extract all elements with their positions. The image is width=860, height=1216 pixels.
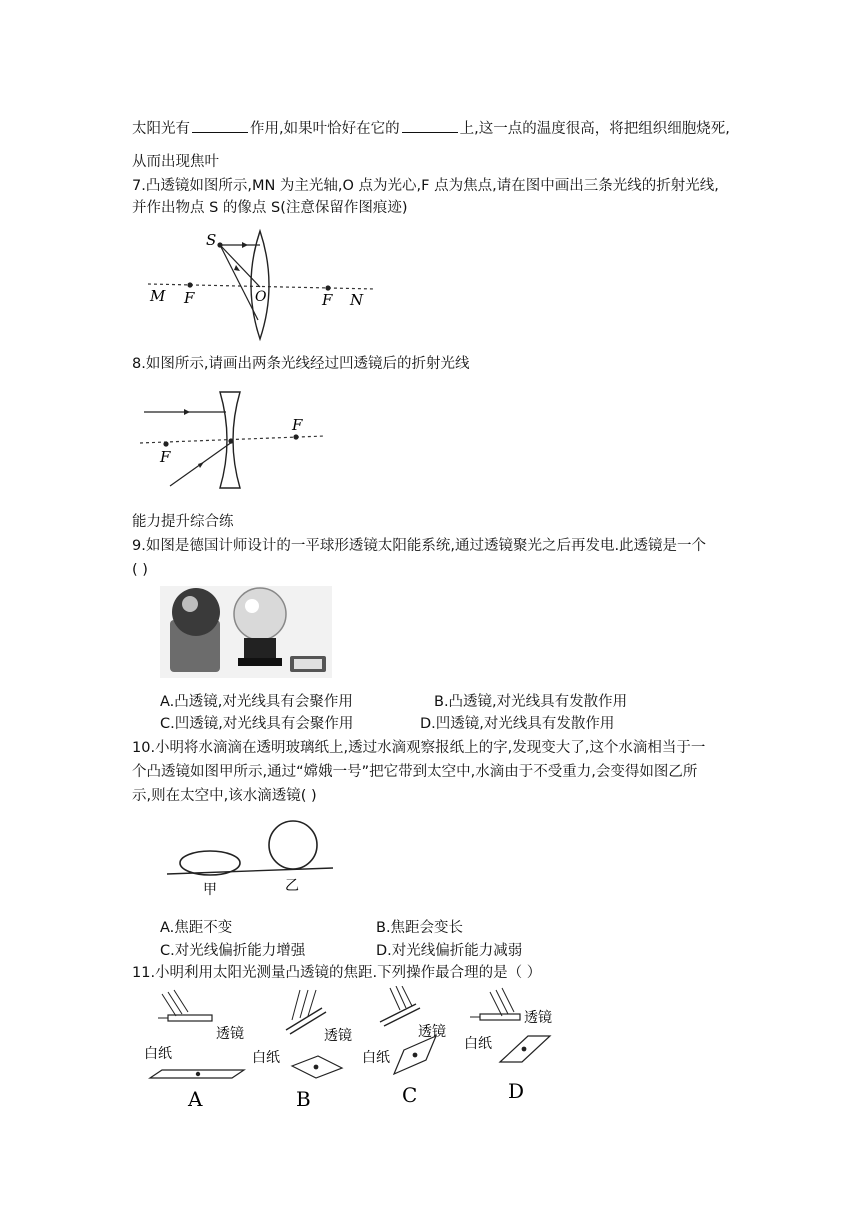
label-jia: 甲 [203,882,217,898]
label-f-left: F [184,289,195,307]
panel-d-paper-label: 白纸 [464,1036,492,1052]
panel-b [252,990,352,1110]
panel-d-lens-label: 透镜 [524,1010,552,1026]
label-f-right: F [322,291,333,309]
label-o: O [255,289,267,305]
panel-d [464,988,552,1103]
label-m: M [150,287,166,305]
q6-text-part3: 上,这一点的温度很高，将把组织细胞烧死, [459,121,730,137]
panel-a-paper-label: 白纸 [144,1046,172,1062]
q9-option-b[interactable]: B.凸透镜,对光线具有发散作用 [434,694,628,710]
q8-line-1: 8.如图所示,请画出两条光线经过凹透镜后的折射光线 [132,356,470,372]
q9-option-c[interactable]: C.凹透镜,对光线具有会聚作用 [160,716,354,732]
ray-arrow-1 [242,242,248,248]
q10-line-2: 个凸透镜如图甲所示,通过“嫦娥一号”把它带到太空中,水滴由于不受重力,会变得如图乙所 [132,764,698,780]
convex-lens-shape [251,231,269,339]
ray-arrow-1 [184,409,190,415]
panel-b-letter[interactable]: B [296,1087,311,1110]
focal-length-options-diagram [140,986,570,1110]
focus-point-left [187,282,192,287]
concave-lens-diagram [140,388,330,498]
solar-lens-photo [160,586,332,678]
panel-b-paper-label: 白纸 [252,1050,280,1066]
panel-d-letter[interactable]: D [508,1079,525,1103]
water-drop-jia [180,851,240,875]
q7-line-1: 7.凸透镜如图所示,MN 为主光轴,O 点为光心,F 点为焦点,请在图中画出三条光线的折射光线, [132,178,719,194]
panel-c-lens-label: 透镜 [418,1024,446,1040]
q6-line-2: 从而出现焦叶 [132,154,219,170]
q9-line-1: 9.如图是德国计师设计的一平球形透镜太阳能系统,通过透镜聚光之后再发电.此透镜是一个 [132,538,707,554]
q11-line-1: 11.小明利用太阳光测量凸透镜的焦距.下列操作最合理的是（ ） [132,965,542,981]
q6-blank-1 [192,118,248,133]
water-drop-diagram [165,812,345,898]
q10-option-b[interactable]: B.焦距会变长 [376,920,464,936]
q9-line-2: ( ) [132,562,148,578]
label-f-left: F [160,448,171,466]
q10-option-d[interactable]: D.对光线偏折能力减弱 [376,943,523,959]
section-title: 能力提升综合练 [132,514,234,530]
panel-a-lens-label: 透镜 [216,1026,244,1042]
q10-option-a[interactable]: A.焦距不变 [160,920,233,936]
q10-line-1: 10.小明将水滴滴在透明玻璃纸上,透过水滴观察报纸上的字,发现变大了,这个水滴相当于一 [132,740,706,756]
q6-line-1 [132,118,730,139]
label-s: S [206,231,217,249]
q6-text-part1: 太阳光有 [132,121,190,137]
label-n: N [350,291,364,309]
q9-option-d[interactable]: D.凹透镜,对光线具有发散作用 [420,716,615,732]
panel-a-letter[interactable]: A [188,1087,203,1110]
q10-option-c[interactable]: C.对光线偏折能力增强 [160,943,306,959]
optical-center [228,438,233,443]
ray-through-focus [220,245,258,320]
q6-blank-2 [402,118,458,133]
convex-lens-diagram [140,225,380,345]
q7-line-2: 并作出物点 S 的像点 S(注意保留作图痕迹) [132,200,408,216]
water-drop-yi [269,821,317,869]
panel-c-paper-label: 白纸 [362,1050,390,1066]
object-point-s [217,242,222,247]
focus-point-left [163,441,168,446]
panel-b-lens-label: 透镜 [324,1028,352,1044]
solar-lens-photo-drawing [160,586,332,678]
focus-point-right [325,285,330,290]
ray-arrow-2 [198,462,204,468]
label-yi: 乙 [285,878,299,894]
q10-line-3: 示,则在太空中,该水滴透镜( ) [132,788,317,804]
q6-text-part2: 作用,如果叶恰好在它的 [250,121,400,137]
panel-c [362,986,446,1107]
panel-a [144,990,244,1110]
focus-point-right [293,434,298,439]
panel-c-letter[interactable]: C [402,1083,418,1107]
q9-option-a[interactable]: A.凸透镜,对光线具有会聚作用 [160,694,353,710]
label-f-right: F [292,416,303,434]
